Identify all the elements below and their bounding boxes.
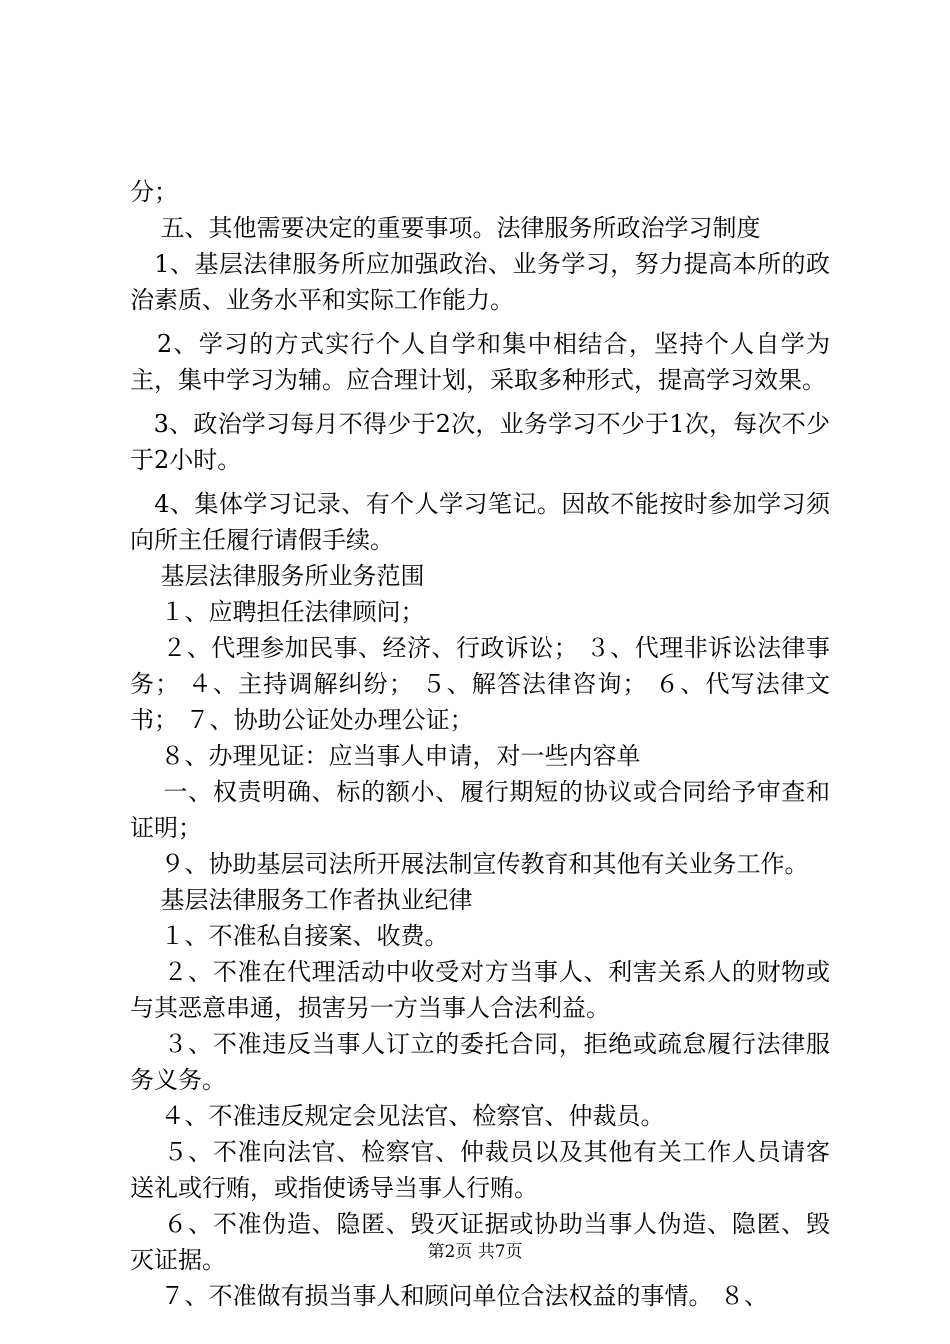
paragraph: ６、不准伪造、隐匿、毁灭证据或协助当事人伪造、隐匿、毁灭证据。 [130, 1210, 831, 1274]
paragraph: ２、不准在代理活动中收受对方当事人、利害关系人的财物或与其恶意串通，损害另一方当事人合法利益。 [130, 958, 831, 1022]
paragraph: 分； [130, 178, 178, 206]
paragraph: ２、代理参加民事、经济、行政诉讼； ３、代理非诉讼法律事务； ４、主持调解纠纷； ５、解答法律咨询； ６、代写法律文书； ７、协助公证处办理公证； [130, 634, 830, 734]
section-heading: 基层法律服务所业务范围 [130, 562, 425, 590]
paragraph: 一、权责明确、标的额小、履行期短的协议或合同给予审查和证明； [130, 778, 831, 842]
paragraph: １、应聘担任法律顾问； [130, 598, 425, 626]
paragraph: 4、集体学习记录、有个人学习笔记。因故不能按时参加学习须向所主任履行请假手续。 [130, 490, 830, 554]
paragraph: ９、协助基层司法所开展法制宣传教育和其他有关业务工作。 [130, 850, 809, 878]
paragraph: 2、学习的方式实行个人自学和集中相结合，坚持个人自学为主，集中学习为辅。应合理计划，采取多种形式，提高学习效果。 [130, 330, 830, 394]
paragraph: １、不准私自接案、收费。 [130, 922, 449, 950]
paragraph: 1、基层法律服务所应加强政治、业务学习，努力提高本所的政治素质、业务水平和实际工作能力。 [130, 250, 830, 314]
section-heading: 基层法律服务工作者执业纪律 [130, 886, 473, 914]
paragraph: ４、不准违反规定会见法官、检察官、仲裁员。 [130, 1102, 665, 1130]
paragraph: ８、办理见证：应当事人申请，对一些内容单 [130, 742, 641, 770]
paragraph: 五、其他需要决定的重要事项。法律服务所政治学习制度 [130, 214, 761, 242]
paragraph: ５、不准向法官、检察官、仲裁员以及其他有关工作人员请客送礼或行贿，或指使诱导当事人行贿。 [130, 1138, 831, 1202]
paragraph: ３、不准违反当事人订立的委托合同，拒绝或疏怠履行法律服务义务。 [130, 1030, 831, 1094]
document-body [130, 174, 830, 1314]
page-footer: 第2页 共7页 [427, 1242, 523, 1262]
paragraph: ７、不准做有损当事人和顾问单位合法权益的事情。 ８、 [130, 1282, 769, 1310]
paragraph: 3、政治学习每月不得少于2次，业务学习不少于1次，每次不少于2小时。 [130, 410, 830, 474]
